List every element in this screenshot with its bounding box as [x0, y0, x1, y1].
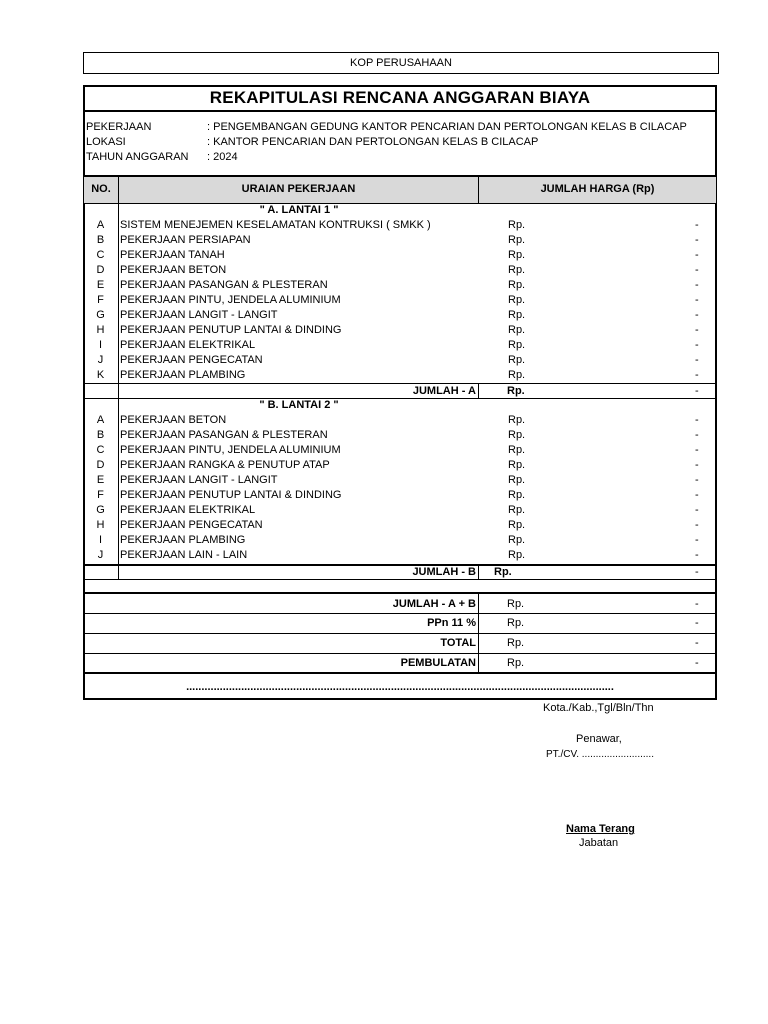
table-row	[83, 263, 717, 278]
row-description: PEKERJAAN LAIN - LAIN	[120, 549, 248, 561]
row-currency: Rp.	[508, 414, 526, 426]
row-amount: -	[695, 519, 699, 531]
row-number: E	[96, 279, 105, 291]
lokasi-value: : KANTOR PENCARIAN DAN PERTOLONGAN KELAS B CILACAP	[207, 136, 539, 148]
col-header-no: NO.	[91, 183, 111, 195]
row-description: PEKERJAAN PLAMBING	[120, 369, 246, 381]
row-amount: -	[695, 369, 699, 381]
summary-value-total: -	[695, 637, 699, 649]
row-number: C	[96, 444, 105, 456]
row-number: A	[96, 219, 105, 231]
table-row	[83, 248, 717, 263]
section-a-total-row	[83, 384, 717, 398]
place-date: Kota./Kab.,Tgl/Bln/Thn	[543, 702, 654, 714]
row-amount: -	[695, 219, 699, 231]
row-currency: Rp.	[508, 519, 526, 531]
row-description: PEKERJAAN PENGECATAN	[120, 519, 263, 531]
row-description: PEKERJAAN PASANGAN & PLESTERAN	[120, 429, 328, 441]
summary-label-pembulatan: PEMBULATAN	[400, 657, 476, 669]
row-number: E	[96, 474, 105, 486]
row-currency: Rp.	[508, 234, 526, 246]
row-description: PEKERJAAN TANAH	[120, 249, 225, 261]
section-b-total-label: JUMLAH - B	[412, 566, 476, 578]
table-row	[83, 518, 717, 533]
row-currency: Rp.	[508, 504, 526, 516]
col-divider-jumlah-header	[478, 176, 479, 203]
summary-label-ppn: PPn 11 %	[427, 617, 476, 629]
row-currency: Rp.	[508, 549, 526, 561]
tahun-value: : 2024	[207, 151, 238, 163]
summary-row-ppn	[83, 614, 717, 633]
pekerjaan-value: : PENGEMBANGAN GEDUNG KANTOR PENCARIAN DAN PERTOLONGAN KELAS B CILACAP	[207, 121, 687, 133]
pekerjaan-label: PEKERJAAN	[86, 121, 152, 133]
table-row	[83, 533, 717, 548]
row-currency: Rp.	[508, 324, 526, 336]
row-amount: -	[695, 294, 699, 306]
amount-in-words-line: ............................................................................................................................................	[186, 681, 614, 693]
document-title: REKAPITULASI RENCANA ANGGARAN BIAYA	[209, 88, 591, 107]
row-amount: -	[695, 489, 699, 501]
tahun-label: TAHUN ANGGARAN	[86, 151, 189, 163]
row-description: PEKERJAAN BETON	[120, 264, 227, 276]
section-a-title: " A. LANTAI 1 "	[259, 204, 339, 216]
summary-label-jumlah-ab: JUMLAH - A + B	[392, 598, 476, 610]
row-currency: Rp.	[508, 429, 526, 441]
row-currency: Rp.	[508, 444, 526, 456]
table-row	[83, 473, 717, 488]
signer-position: Jabatan	[579, 837, 619, 849]
row-currency: Rp.	[508, 249, 526, 261]
row-description: PEKERJAAN LANGIT - LANGIT	[120, 309, 278, 321]
summary-currency-pembulatan: Rp.	[507, 657, 525, 669]
row-number: K	[96, 369, 105, 381]
table-row	[83, 353, 717, 368]
row-number: F	[97, 489, 104, 501]
table-row	[83, 548, 717, 563]
row-number: D	[96, 264, 105, 276]
section-b-total-row	[83, 565, 717, 579]
row-currency: Rp.	[508, 474, 526, 486]
table-row	[83, 443, 717, 458]
section-b-total-currency: Rp.	[494, 566, 512, 578]
table-row	[83, 233, 717, 248]
row-amount: -	[695, 429, 699, 441]
row-description: PEKERJAAN PENGECATAN	[120, 354, 263, 366]
summary-value-jumlah-ab: -	[695, 598, 699, 610]
table-row	[83, 293, 717, 308]
company-name: PT./CV. ..........................	[546, 749, 654, 760]
row-currency: Rp.	[508, 279, 526, 291]
row-currency: Rp.	[508, 459, 526, 471]
summary-value-pembulatan: -	[695, 657, 699, 669]
row-description: PEKERJAAN PASANGAN & PLESTERAN	[120, 279, 328, 291]
row-description: PEKERJAAN PLAMBING	[120, 534, 246, 546]
row-amount: -	[695, 414, 699, 426]
row-amount: -	[695, 324, 699, 336]
row-description: PEKERJAAN PINTU, JENDELA ALUMINIUM	[120, 294, 341, 306]
lokasi-label: LOKASI	[86, 136, 126, 148]
summary-currency-ppn: Rp.	[507, 617, 525, 629]
summary-value-ppn: -	[695, 617, 699, 629]
table-row	[83, 428, 717, 443]
section-a-total-value: -	[695, 385, 699, 397]
section-a-total-label: JUMLAH - A	[412, 385, 476, 397]
summary-row-jumlah-ab	[83, 595, 717, 613]
row-description: PEKERJAAN ELEKTRIKAL	[120, 339, 256, 351]
row-number: G	[96, 504, 105, 516]
row-currency: Rp.	[508, 309, 526, 321]
row-amount: -	[695, 354, 699, 366]
row-amount: -	[695, 459, 699, 471]
row-currency: Rp.	[508, 339, 526, 351]
row-description: PEKERJAAN RANGKA & PENUTUP ATAP	[120, 459, 330, 471]
row-number: I	[98, 534, 103, 546]
row-description: PEKERJAAN LANGIT - LANGIT	[120, 474, 278, 486]
row-number: H	[96, 324, 105, 336]
row-currency: Rp.	[508, 264, 526, 276]
summary-currency-total: Rp.	[507, 637, 525, 649]
row-number: D	[96, 459, 105, 471]
row-currency: Rp.	[508, 219, 526, 231]
row-currency: Rp.	[508, 294, 526, 306]
col-header-uraian: URAIAN PEKERJAAN	[241, 183, 356, 195]
section-b-total-value: -	[695, 566, 699, 578]
row-amount: -	[695, 279, 699, 291]
summary-bottom-line	[83, 672, 717, 674]
summary-row-pembulatan	[83, 654, 717, 673]
row-amount: -	[695, 309, 699, 321]
table-row	[83, 338, 717, 353]
section-a-total-currency: Rp.	[507, 385, 525, 397]
title-divider	[83, 110, 717, 112]
row-amount: -	[695, 534, 699, 546]
row-amount: -	[695, 234, 699, 246]
row-currency: Rp.	[508, 354, 526, 366]
row-currency: Rp.	[508, 534, 526, 546]
row-currency: Rp.	[508, 369, 526, 381]
table-row	[83, 368, 717, 383]
row-amount: -	[695, 264, 699, 276]
row-amount: -	[695, 504, 699, 516]
row-amount: -	[695, 549, 699, 561]
row-amount: -	[695, 474, 699, 486]
penawar-label: Penawar,	[576, 733, 622, 745]
summary-top-line	[83, 592, 717, 594]
table-row	[83, 278, 717, 293]
table-row	[83, 503, 717, 518]
row-number: J	[97, 354, 104, 366]
signer-name: Nama Terang	[566, 823, 635, 835]
row-amount: -	[695, 444, 699, 456]
row-number: J	[97, 549, 104, 561]
row-number: B	[96, 234, 105, 246]
summary-row-total	[83, 634, 717, 653]
row-description: PEKERJAAN BETON	[120, 414, 227, 426]
row-number: F	[97, 294, 104, 306]
section-b-total-bottom	[83, 579, 717, 580]
row-description: PEKERJAAN PINTU, JENDELA ALUMINIUM	[120, 444, 341, 456]
summary-label-total: TOTAL	[440, 637, 476, 649]
table-row	[83, 218, 717, 233]
row-number: B	[96, 429, 105, 441]
table-row	[83, 488, 717, 503]
table-row	[83, 323, 717, 338]
row-description: PEKERJAAN PENUTUP LANTAI & DINDING	[120, 324, 342, 336]
table-row	[83, 308, 717, 323]
row-number: G	[96, 309, 105, 321]
section-b-title: " B. LANTAI 2 "	[259, 399, 339, 411]
row-description: PEKERJAAN ELEKTRIKAL	[120, 504, 256, 516]
row-description: PEKERJAAN PERSIAPAN	[120, 234, 251, 246]
row-amount: -	[695, 339, 699, 351]
row-number: I	[98, 339, 103, 351]
row-description: PEKERJAAN PENUTUP LANTAI & DINDING	[120, 489, 342, 501]
summary-currency-jumlah-ab: Rp.	[507, 598, 525, 610]
row-description: SISTEM MENEJEMEN KESELAMATAN KONTRUKSI ( SMKK )	[120, 219, 431, 231]
row-number: H	[96, 519, 105, 531]
row-number: C	[96, 249, 105, 261]
row-currency: Rp.	[508, 489, 526, 501]
row-amount: -	[695, 249, 699, 261]
table-row	[83, 413, 717, 428]
row-number: A	[96, 414, 105, 426]
table-row	[83, 458, 717, 473]
col-header-jumlah: JUMLAH HARGA (Rp)	[540, 183, 655, 195]
company-letterhead: KOP PERUSAHAAN	[83, 52, 719, 74]
